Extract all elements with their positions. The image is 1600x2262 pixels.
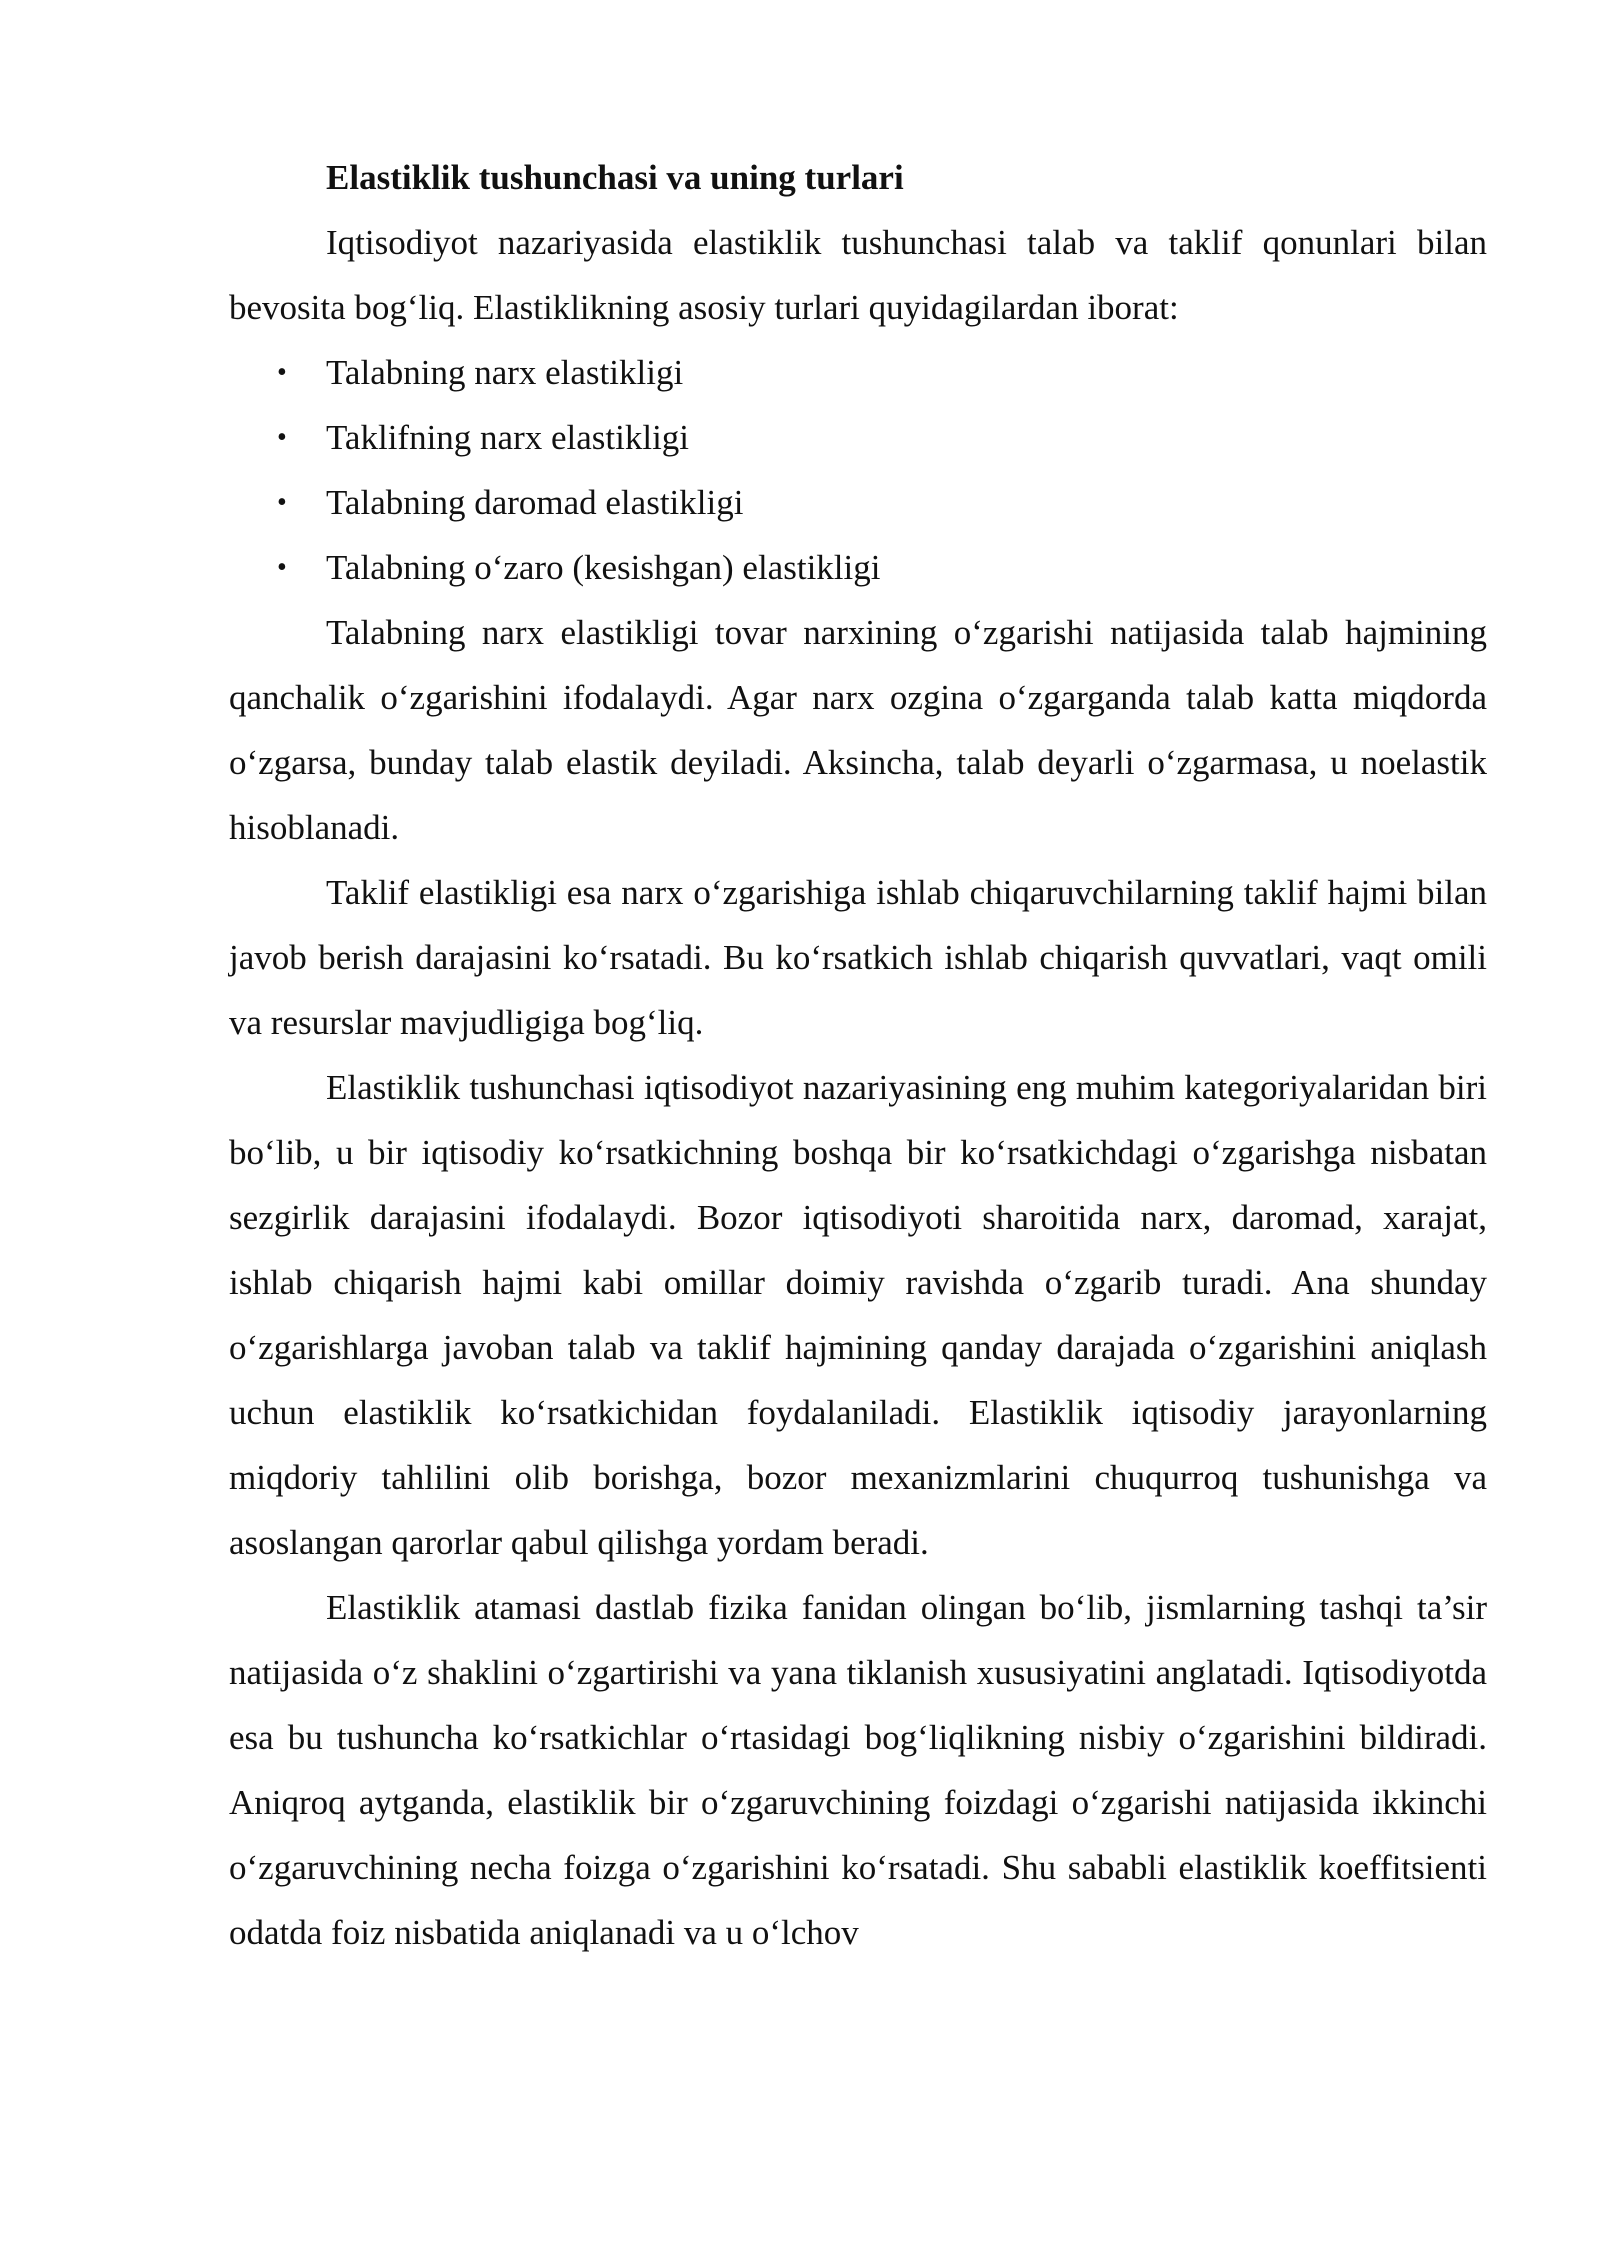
list-item-text: Talabning o‘zaro (kesishgan) elastikligi — [326, 548, 881, 587]
list-item — [229, 535, 1487, 600]
list-item — [229, 340, 1487, 405]
bullet-icon: • — [277, 422, 287, 453]
body-paragraph: Elastiklik atamasi dastlab fizika fanidan olingan bo‘lib, jismlarning tashqi ta’sir natijasida o‘z shaklini o‘zgartirishi va yana tiklanish xususiyatini anglatadi. Iqtisodiyotda esa bu tushuncha ko‘rsatkichlar o‘rtasidagi bog‘liqlikning nisbiy o‘zgarishini bildiradi. Aniqroq aytganda, elastiklik bir o‘zgaruvchining foizdagi o‘zgarishi natijasida ikkinchi o‘zgaruvchining necha foizga o‘zgarishini ko‘rsatadi. Shu sababli elastiklik koeffitsienti odatda foiz nisbatida aniqlanadi va u o‘lchov — [229, 1588, 1487, 1952]
elasticity-types-list — [229, 340, 1487, 600]
document-page — [229, 145, 1487, 1965]
body-paragraph: Talabning narx elastikligi tovar narxining o‘zgarishi natijasida talab hajmining qanchalik o‘zgarishini ifodalaydi. Agar narx ozgina o‘zgarganda talab katta miqdorda o‘zgarsa, bunday talab elastik deyiladi. Aksincha, talab deyarli o‘zgarmasa, u noelastik hisoblanadi. — [229, 613, 1487, 847]
bullet-icon: • — [277, 357, 287, 388]
body-paragraph: Elastiklik tushunchasi iqtisodiyot nazariyasining eng muhim kategoriyalaridan biri bo‘lib, u bir iqtisodiy ko‘rsatkichning boshqa bir ko‘rsatkichdagi o‘zgarishga nisbatan sezgirlik darajasini ifodalaydi. Bozor iqtisodiyoti sharoitida narx, daromad, xarajat, ishlab chiqarish hajmi kabi omillar doimiy ravishda o‘zgarib turadi. Ana shunday o‘zgarishlarga javoban talab va taklif hajmining qanday darajada o‘zgarishini aniqlash uchun elastiklik ko‘rsatkichidan foydalaniladi. Elastiklik iqtisodiy jarayonlarning miqdoriy tahlilini olib borishga, bozor mexanizmlarini chuqurroq tushunishga va asoslangan qarorlar qabul qilishga yordam beradi. — [229, 1068, 1487, 1562]
list-item — [229, 405, 1487, 470]
body-paragraph: Taklif elastikligi esa narx o‘zgarishiga ishlab chiqaruvchilarning taklif hajmi bilan javob berish darajasini ko‘rsatadi. Bu ko‘rsatkich ishlab chiqarish quvvatlari, vaqt omili va resurslar mavjudligiga bog‘liq. — [229, 873, 1487, 1042]
list-item-text: Talabning daromad elastikligi — [326, 483, 744, 522]
document-heading: Elastiklik tushunchasi va uning turlari — [326, 158, 904, 197]
bullet-icon: • — [277, 487, 287, 518]
intro-paragraph: Iqtisodiyot nazariyasida elastiklik tushunchasi talab va taklif qonunlari bilan bevosita bog‘liq. Elastiklikning asosiy turlari quyidagilardan iborat: — [229, 223, 1487, 327]
list-item — [229, 470, 1487, 535]
list-item-text: Talabning narx elastikligi — [326, 353, 684, 392]
list-item-text: Taklifning narx elastikligi — [326, 418, 690, 457]
bullet-icon: • — [277, 552, 287, 583]
